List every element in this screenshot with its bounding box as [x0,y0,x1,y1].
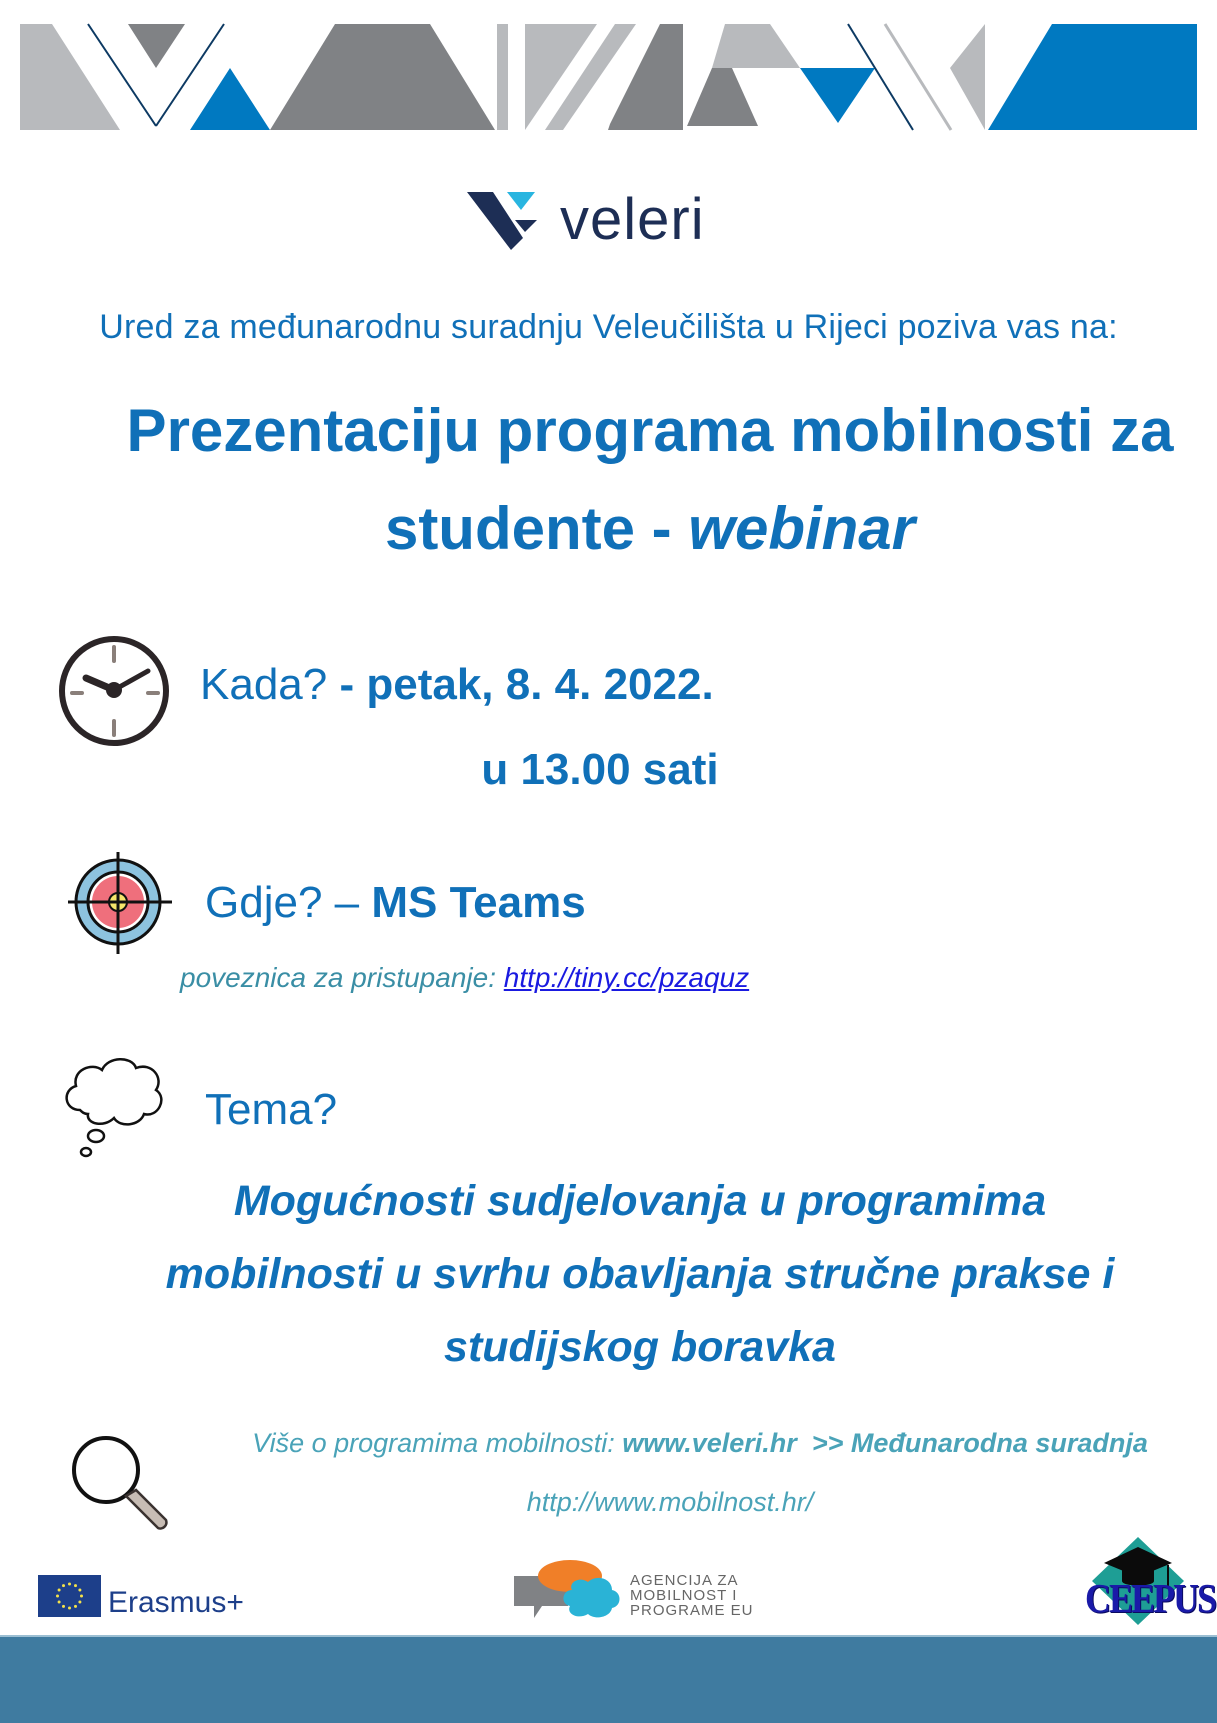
veleri-site-link[interactable]: www.veleri.hr [622,1428,797,1458]
thought-cloud-icon [60,1052,168,1158]
where-row [205,878,586,928]
footer-bar [0,1635,1217,1723]
agency-logo-icon [512,1558,624,1624]
when-row [200,660,714,710]
veleri-logo-text: veleri [560,187,705,252]
target-icon [66,850,174,956]
agency-line-3: PROGRAME EU [630,1602,754,1619]
topic-line-2: mobilnosti u svrhu obavljanja stručne prakse i [165,1250,1115,1298]
erasmus-logo-text: Erasmus+ [108,1586,244,1619]
when-label: Kada? [200,660,340,709]
join-link-row [180,962,749,994]
veleri-logo-mark-icon [455,180,545,260]
topic-text [120,1165,1160,1384]
title-webinar: webinar [688,495,916,562]
agency-line-2: MOBILNOST I [630,1587,738,1604]
when-time: u 13.00 sati [481,745,719,794]
when-date: - petak, 8. 4. 2022. [339,660,714,709]
where-place: MS Teams [371,878,586,927]
topic-label: Tema? [205,1085,338,1134]
ceepus-logo-text: CEEPUS [1085,1575,1216,1621]
veleri-logo [455,180,725,260]
join-link[interactable]: http://tiny.cc/pzaquz [503,962,750,993]
title-line-2-regular: studente - [384,495,689,562]
mobilnost-link[interactable]: http://www.mobilnost.hr/ [526,1487,814,1517]
veleri-site-path: >> Međunarodna suradnja [796,1428,1148,1458]
clock-icon [58,633,172,748]
magnifier-icon [66,1432,172,1532]
more-info-row [200,1428,1200,1459]
intro-text: Ured za međunarodnu suradnju Veleučilišta u Rijeci poziva vas na: [99,308,1118,346]
eu-flag-icon [38,1575,101,1617]
header-banner [0,0,1217,140]
topic-line-3: studijskog boravka [444,1323,836,1371]
page-title [100,382,1200,578]
agency-line-1: AGENCIJA ZA [630,1572,739,1589]
agency-logo-text [630,1573,754,1618]
title-line-2 [100,480,1200,578]
join-link-label: poveznica za pristupanje: [180,962,504,993]
topic-line-1: Mogućnosti sudjelovanja u programima [233,1177,1047,1225]
where-label: Gdje? – [205,878,372,927]
more-info-label: Više o programima mobilnosti: [252,1428,623,1458]
title-line-1: Prezentaciju programa mobilnosti za [126,397,1174,464]
